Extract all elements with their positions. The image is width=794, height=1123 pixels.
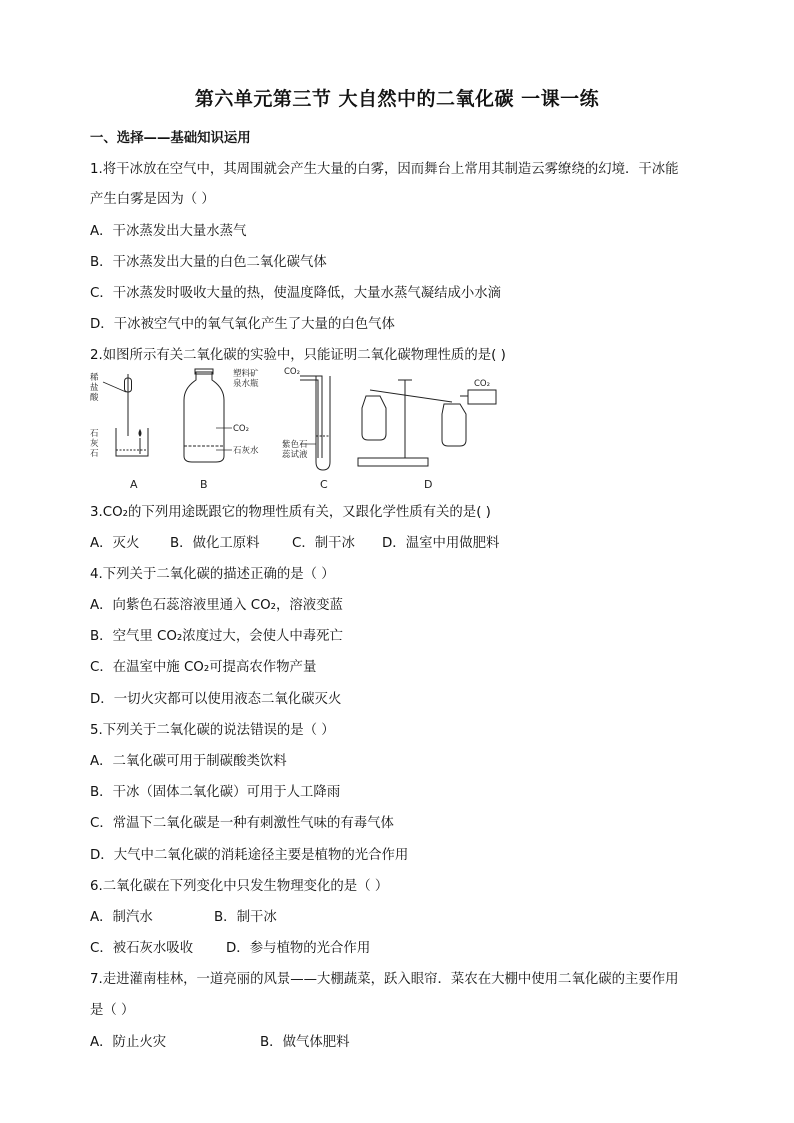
- label-b-3: CO₂: [233, 424, 250, 434]
- label-a-3: 酸: [90, 393, 99, 403]
- question-3-option-c: C．制干冰: [292, 536, 355, 551]
- label-b-2: 泉水瓶: [233, 379, 259, 389]
- experiment-figure: [88, 366, 518, 494]
- question-3-stem: 3.CO₂的下列用途既跟它的物理性质有关，又跟化学性质有关的是( ): [90, 505, 491, 520]
- question-4-option-c: C．在温室中施 CO₂可提高农作物产量: [90, 660, 317, 675]
- question-7-stem: 7.走进灌南桂林，一道亮丽的风景——大棚蔬菜，跃入眼帘．菜农在大棚中使用二氧化碳的主要作用: [90, 972, 679, 987]
- section-heading: 一、选择——基础知识运用: [90, 131, 251, 146]
- label-b-4: 石灰水: [233, 446, 259, 456]
- question-5-stem: 5.下列关于二氧化碳的说法错误的是（ ）: [90, 723, 335, 738]
- question-4-stem: 4.下列关于二氧化碳的描述正确的是（ ）: [90, 567, 335, 582]
- caption-b: B: [200, 478, 208, 491]
- question-1-option-a: A．干冰蒸发出大量水蒸气: [90, 224, 247, 239]
- question-3-options: [90, 532, 499, 551]
- question-2-stem: 2.如图所示有关二氧化碳的实验中，只能证明二氧化碳物理性质的是( ): [90, 348, 506, 363]
- question-1-option-c: C．干冰蒸发时吸收大量的热，使温度降低，大量水蒸气凝结成小水滴: [90, 286, 502, 301]
- question-6-option-a: A．制汽水: [90, 910, 153, 925]
- label-a-6: 石: [90, 449, 99, 459]
- question-5-option-a: A．二氧化碳可用于制碳酸类饮料: [90, 754, 287, 769]
- question-7-options: [90, 1031, 350, 1050]
- question-7-stem-cont: 是（ ）: [90, 1003, 135, 1018]
- apparatus-a: [103, 374, 148, 456]
- label-a-1: 稀: [90, 373, 99, 383]
- apparatus-b: [184, 369, 232, 462]
- question-5-option-c: C．常温下二氧化碳是一种有刺激性气味的有毒气体: [90, 816, 394, 831]
- question-6-option-b: B．制干冰: [214, 910, 277, 925]
- caption-c: C: [320, 478, 328, 491]
- question-1-stem: 1.将干冰放在空气中，其周围就会产生大量的白雾，因而舞台上常用其制造云雾缭绕的幻境．干冰能: [90, 162, 679, 177]
- question-6-stem: 6.二氧化碳在下列变化中只发生物理变化的是（ ）: [90, 879, 389, 894]
- label-a-2: 盐: [90, 383, 99, 393]
- label-c-2: 紫色石: [282, 440, 308, 450]
- experiment-diagram: [88, 366, 518, 494]
- question-6-option-c: C．被石灰水吸收: [90, 941, 194, 956]
- question-5-option-b: B．干冰（固体二氧化碳）可用于人工降雨: [90, 785, 341, 800]
- label-a-5: 灰: [90, 439, 99, 449]
- question-1-option-d: D．干冰被空气中的氧气氧化产生了大量的白色气体: [90, 317, 395, 332]
- question-1-option-b: B．干冰蒸发出大量的白色二氧化碳气体: [90, 255, 327, 270]
- apparatus-d: [358, 380, 496, 466]
- question-6-option-d: D．参与植物的光合作用: [226, 941, 371, 956]
- question-6-options-row1: [90, 906, 277, 925]
- question-4-option-a: A．向紫色石蕊溶液里通入 CO₂，溶液变蓝: [90, 598, 343, 613]
- label-c-3: 蕊试液: [282, 450, 308, 460]
- label-c-1: CO₂: [284, 367, 301, 377]
- caption-a: A: [130, 478, 138, 491]
- question-6-options-row2: [90, 937, 370, 956]
- question-4-option-b: B．空气里 CO₂浓度过大，会使人中毒死亡: [90, 629, 343, 644]
- question-3-option-d: D．温室中用做肥料: [382, 536, 500, 551]
- question-4-option-d: D．一切火灾都可以使用液态二氧化碳灭火: [90, 692, 342, 707]
- label-b-1: 塑料矿: [233, 369, 259, 379]
- page-title: 第六单元第三节 大自然中的二氧化碳 一课一练: [194, 88, 600, 110]
- question-7-option-b: B．做气体肥料: [260, 1035, 350, 1050]
- label-a-4: 石: [90, 429, 99, 439]
- question-1-stem-cont: 产生白雾是因为（ ）: [90, 192, 215, 207]
- question-7-option-a: A．防止火灾: [90, 1035, 167, 1050]
- question-3-option-a: A．灭火: [90, 536, 140, 551]
- label-d-1: CO₂: [474, 379, 491, 389]
- caption-d: D: [424, 478, 433, 491]
- question-3-option-b: B．做化工原料: [170, 536, 260, 551]
- question-5-option-d: D．大气中二氧化碳的消耗途径主要是植物的光合作用: [90, 848, 409, 863]
